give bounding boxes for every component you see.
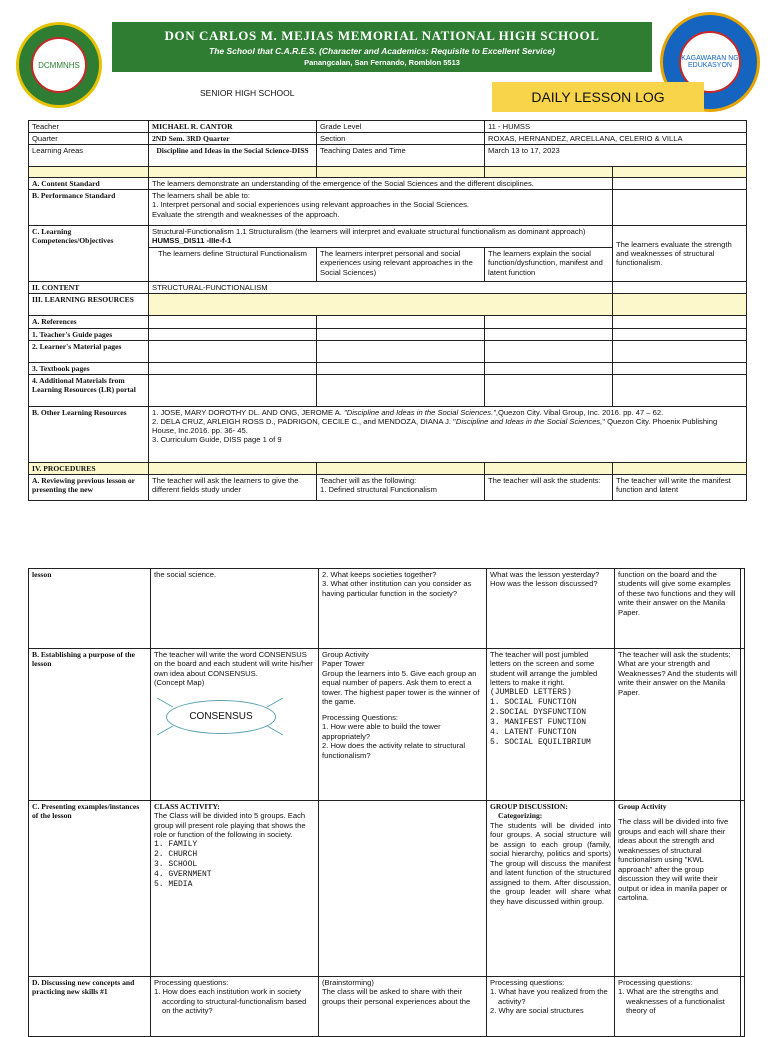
blank-cell xyxy=(149,340,317,362)
performance-standard-label: B. Performance Standard xyxy=(29,190,149,226)
competency-day2: The learners interpret personal and social experiences using relevant approaches in the Social Sciences) xyxy=(317,248,485,282)
quarter-label: Quarter xyxy=(29,133,149,145)
learning-areas-label: Learning Areas xyxy=(29,145,149,167)
reviewing-day2-cont: 2. What keeps societies together? 3. What other institution can you consider as having particular function in the society? xyxy=(319,569,487,649)
blank-cell xyxy=(317,316,485,328)
blank-cell xyxy=(613,340,747,362)
blank-cell xyxy=(741,977,745,1037)
reviewing-day4-cont: function on the board and the students will give some examples of these two functions and they will write their answer on the Manila Paper. xyxy=(615,569,741,649)
presenting-label: C. Presenting examples/instances of the lesson xyxy=(29,801,151,977)
reviewing-day2: Teacher will as the following: 1. Defined structural Functionalism xyxy=(317,474,485,500)
references-label: A. References xyxy=(29,316,149,328)
competency-day4: The learners evaluate the strength and weaknesses of structural functionalism. xyxy=(613,226,747,282)
performance-line-3: Evaluate the strength and weaknesses of the approach. xyxy=(152,209,340,219)
presenting-day4: Group Activity The class will be divided into five groups and each will share their ideas about the strength and weaknesses of structural functionalism using "KWL approach" after the group discussion they will write their output or idea in manila paper or cartolina. xyxy=(615,801,741,977)
reviewing-day3-cont: What was the lesson yesterday? How was the lesson discussed? xyxy=(487,569,615,649)
other-resources-label: B. Other Learning Resources xyxy=(29,406,149,462)
content-standard-label: A. Content Standard xyxy=(29,178,149,190)
reviewing-label: A. Reviewing previous lesson or presenting the new xyxy=(29,474,149,500)
blank-cell xyxy=(319,801,487,977)
resource-item: 3. Curriculum Guide, DISS page 1 of 9 xyxy=(152,435,282,445)
blank-cell xyxy=(149,316,317,328)
blank-cell xyxy=(741,569,745,649)
discussing-day3: Processing questions: 1. What have you realized from the activity? 2. Why are social structures xyxy=(487,977,615,1037)
blank-cell xyxy=(485,340,613,362)
school-name: DON CARLOS M. MEJIAS MEMORIAL NATIONAL HIGH SCHOOL xyxy=(164,28,600,43)
concept-map-oval: CONSENSUS xyxy=(166,700,276,734)
blank-cell xyxy=(317,167,485,178)
reviewing-day1: The teacher will ask the learners to give the different fields study under xyxy=(149,474,317,500)
blank-cell xyxy=(485,328,613,340)
additional-materials-label: 4. Additional Materials from Learning Resources (LR) portal xyxy=(29,374,149,406)
blank-cell xyxy=(741,649,745,801)
quarter-value: 2ND Sem. 3RD Quarter xyxy=(149,133,317,145)
establishing-day3: The teacher will post jumbled letters on the screen and some student will arrange the jumbled letters to make it right. (JUMBLED LETTERS) 1. SOCIAL FUNCTION 2.SOCIAL DYSFUNCTION 3. MANIFEST FUNCTION 4. LATENT FUNCTION 5. SOCIAL EQUILIBRIUM xyxy=(487,649,615,801)
blank-cell xyxy=(613,316,747,328)
reviewing-day4: The teacher will write the manifest function and latent xyxy=(613,474,747,500)
school-banner xyxy=(112,22,652,72)
blank-cell xyxy=(613,462,747,474)
competencies-label: C. Learning Competencies/Objectives xyxy=(29,226,149,282)
resource-item: 1. JOSE, MARY DOROTHY DL. AND ONG, JEROME A. "Discipline and Ideas in the Social Sciences.",Quezon City. Vibal Group, Inc. 2016. pp. 47 – 62. xyxy=(152,407,664,417)
school-address: Panangcalan, San Fernando, Romblon 5513 xyxy=(304,58,460,67)
blank-cell xyxy=(317,462,485,474)
teachers-guide-label: 1. Teacher's Guide pages xyxy=(29,328,149,340)
discussing-day1: Processing questions: 1. How does each institution work in society according to structural-functionalism based on the activity? xyxy=(151,977,319,1037)
competency-day3: The learners explain the social function/dysfunction, manifest and latent function xyxy=(485,248,613,282)
blank-cell xyxy=(613,167,747,178)
lesson-log-table-bottom xyxy=(28,568,745,1037)
section-value: ROXAS, HERNANDEZ, ARCELLANA, CELERIO & VILLA xyxy=(485,133,747,145)
learners-material-label: 2. Learner's Material pages xyxy=(29,340,149,362)
presenting-day3: GROUP DISCUSSION: Categorizing: The students will be divided into four groups. A social structure will be assign to each group (family, social hierarchy, politics and sports) The group will discuss the manifest and latent function of the structured assigned to them. After discussion, the group leader will share what they have discussed within group. xyxy=(487,801,615,977)
competency-code: HUMSS_DIS11 -IIIe-f-1 xyxy=(152,236,232,246)
blank-cell xyxy=(485,362,613,374)
reviewing-day1-cont: the social science. xyxy=(151,569,319,649)
other-resources-list xyxy=(149,406,747,462)
content-standard-text: The learners demonstrate an understanding of the emergence of the Social Sciences and the different disciplines. xyxy=(149,178,613,190)
resources-label: III. LEARNING RESOURCES xyxy=(29,294,149,316)
competencies-main xyxy=(149,226,613,248)
competencies-main-text: Structural-Functionalism 1.1 Structuralism (the learners will interpret and evaluate structural functionalism as dominant approach) xyxy=(152,227,586,237)
blank-cell xyxy=(149,167,317,178)
lesson-log-table-top xyxy=(28,120,747,501)
blank-cell xyxy=(29,167,149,178)
discussing-day4: Processing questions: 1. What are the strengths and weaknesses of a functionalist theory of xyxy=(615,977,741,1037)
deped-seal-text: KAGAWARAN NG EDUKASYON xyxy=(679,31,741,93)
school-level: SENIOR HIGH SCHOOL xyxy=(200,88,295,98)
school-logo xyxy=(16,22,102,108)
blank-cell xyxy=(317,362,485,374)
establishing-day4: The teacher will ask the students; What are your strength and Weaknesses? And the students will write their answer on the Manila Paper. xyxy=(615,649,741,801)
performance-line-2: 1. Interpret personal and social experiences using relevant approaches in the Social Sciences. xyxy=(152,200,470,210)
school-header xyxy=(0,0,768,126)
blank-cell xyxy=(485,462,613,474)
competency-day1: The learners define Structural Functionalism xyxy=(149,248,317,282)
school-logo-text: DCMMNHS xyxy=(31,37,87,93)
blank-cell xyxy=(317,374,485,406)
section-label: Section xyxy=(317,133,485,145)
grade-label: Grade Level xyxy=(317,121,485,133)
teacher-label: Teacher xyxy=(29,121,149,133)
teacher-value: MICHAEL R. CANTOR xyxy=(149,121,317,133)
content-label: II. CONTENT xyxy=(29,282,149,294)
content-text: STRUCTURAL-FUNCTIONALISM xyxy=(149,282,613,294)
establishing-day1: The teacher will write the word CONSENSUS on the board and each student will write his/her own idea about CONSENSUS. (Concept Map) CONSENSUS xyxy=(151,649,319,801)
blank-cell xyxy=(485,374,613,406)
document-title: DAILY LESSON LOG xyxy=(492,82,704,112)
concept-map xyxy=(154,694,315,738)
blank-cell xyxy=(149,374,317,406)
blank-cell xyxy=(485,167,613,178)
blank-cell xyxy=(149,328,317,340)
discussing-day2: (Brainstorming) The class will be asked to share with their groups their personal experiences about the xyxy=(319,977,487,1037)
blank-cell xyxy=(317,328,485,340)
school-tagline: The School that C.A.R.E.S. (Character and Academics: Requisite to Excellent Service) xyxy=(209,46,555,56)
blank-cell xyxy=(741,801,745,977)
grade-value: 11 - HUMSS xyxy=(485,121,747,133)
blank-cell xyxy=(149,294,613,316)
procedures-label: IV. PROCEDURES xyxy=(29,462,149,474)
discussing-label: D. Discussing new concepts and practicing new skills #1 xyxy=(29,977,151,1037)
blank-cell xyxy=(613,294,747,316)
reviewing-day3: The teacher will ask the students: xyxy=(485,474,613,500)
blank-cell xyxy=(613,374,747,406)
blank-cell xyxy=(317,340,485,362)
establishing-day2: Group Activity Paper Tower Group the learners into 5. Give each group an equal number of papers. Ask them to erect a tower. The highest paper tower is the winner of the game. Processing Questions: 1. How were able to build the tower appropriately? 2. How does the activity relate to structural functionalism? xyxy=(319,649,487,801)
blank-cell xyxy=(613,328,747,340)
blank-cell xyxy=(613,178,747,190)
performance-standard-text xyxy=(149,190,613,226)
learning-areas-value: Discipline and Ideas in the Social Science-DISS xyxy=(149,145,317,167)
resource-item: 2. DELA CRUZ, ARLEIGH ROSS D., PADRIGON, CECILE C., and MENDOZA, DIANA J. "Discipline and Ideas in the Social Sciences," Quezon City. Phoenix Publishing House, Inc.2016. pp. 36- 45. xyxy=(152,416,718,435)
blank-cell xyxy=(613,362,747,374)
establishing-label: B. Establishing a purpose of the lesson xyxy=(29,649,151,801)
blank-cell xyxy=(613,190,747,226)
reviewing-label-cont: lesson xyxy=(29,569,151,649)
blank-cell xyxy=(485,316,613,328)
blank-cell xyxy=(149,362,317,374)
dates-value: March 13 to 17, 2023 xyxy=(485,145,747,167)
textbook-label: 3. Textbook pages xyxy=(29,362,149,374)
performance-line-1: The learners shall be able to: xyxy=(152,191,250,201)
blank-cell xyxy=(613,282,747,294)
presenting-day1: CLASS ACTIVITY: The Class will be divided into 5 groups. Each group will present role playing that shows the role or function of the following in society. 1. FAMILY 2. CHURCH 3. SCHOOL 4. GVERNMENT 5. MEDIA xyxy=(151,801,319,977)
dates-label: Teaching Dates and Time xyxy=(317,145,485,167)
blank-cell xyxy=(149,462,317,474)
